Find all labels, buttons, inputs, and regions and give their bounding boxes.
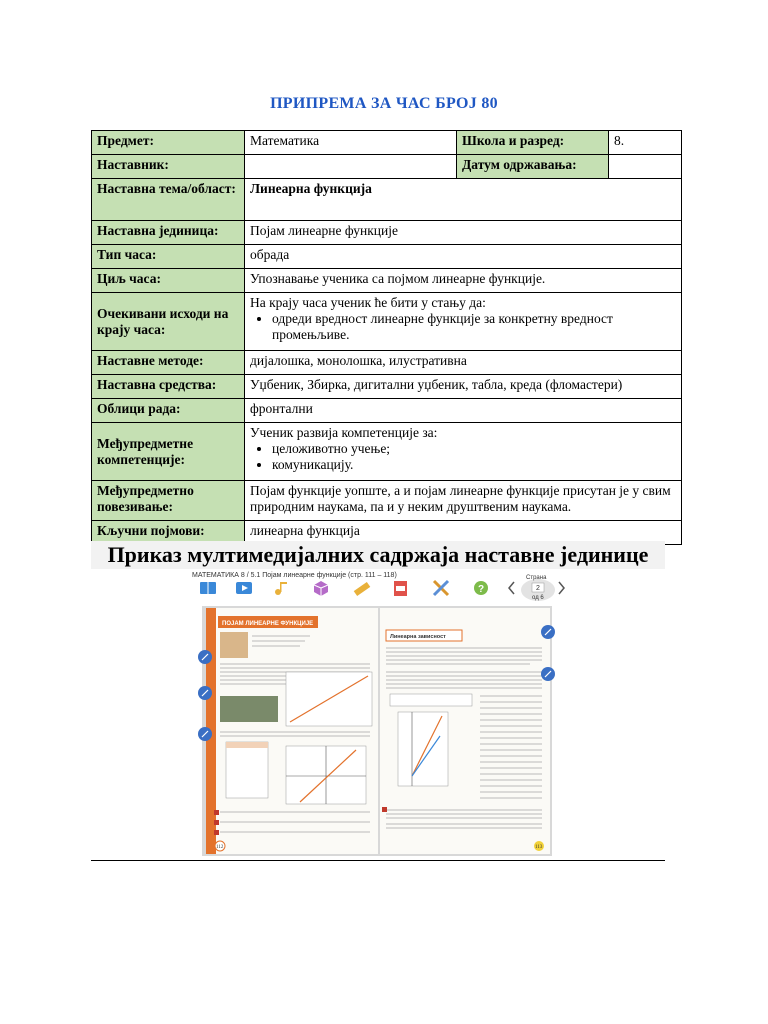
viewer-header: МАТЕМАТИКА 8 / 5.1 Појам линеарне функције (стр. 111 – 118) (192, 572, 397, 579)
music-icon[interactable] (275, 582, 287, 595)
topic-value: Линеарна функција (245, 179, 682, 221)
edit-note-icon[interactable] (198, 727, 212, 741)
value-table (226, 742, 268, 798)
chevron-right-icon[interactable] (559, 582, 564, 594)
methods-value: дијалошка, монолошка, илустративна (245, 351, 682, 375)
teacher-value (245, 155, 457, 179)
unit-value: Појам линеарне функције (245, 221, 682, 245)
book-icon[interactable] (200, 582, 216, 594)
resources-value: Уџбеник, Збирка, дигитални уџбеник, табла, креда (фломастери) (245, 375, 682, 399)
resources-label: Наставна средства: (92, 375, 245, 399)
topic-label: Наставна тема/област: (92, 179, 245, 221)
digital-textbook-viewer (190, 566, 570, 858)
chevron-left-icon[interactable] (509, 582, 514, 594)
lesson-type-label: Тип часа: (92, 245, 245, 269)
outcomes-label: Очекивани исходи на крају часа: (92, 293, 245, 351)
date-label: Датум одржавања: (457, 155, 609, 179)
multimedia-title: Приказ мултимедијалних садржаја наставне јединице (91, 541, 665, 569)
competences-value (245, 423, 682, 481)
edit-note-icon[interactable] (541, 667, 555, 681)
competences-list (250, 441, 676, 473)
keywords-label: Кључни појмови: (92, 521, 245, 545)
right-page-number: 113 (535, 845, 543, 850)
edit-note-icon[interactable] (198, 650, 212, 664)
page-title: ПРИПРЕМА ЗА ЧАС БРОЈ 80 (270, 95, 498, 112)
methods-label: Наставне методе: (92, 351, 245, 375)
school-value: 8. (609, 131, 682, 155)
outcomes-value (245, 293, 682, 351)
school-label: Школа и разред: (457, 131, 609, 155)
outcomes-intro: На крају часа ученик ће бити у стању да: (250, 295, 486, 310)
bottom-divider (91, 860, 665, 861)
ruler-icon[interactable] (354, 582, 371, 596)
pdf-icon[interactable] (394, 581, 407, 596)
right-page-heading: Линеарна зависност (390, 634, 446, 640)
textbook-spread (198, 606, 555, 856)
cube-icon[interactable] (314, 581, 328, 596)
competences-item: • целоживотно учење; (272, 441, 676, 457)
help-icon[interactable] (474, 581, 488, 595)
keywords-value: линеарна функција (245, 521, 682, 545)
blocks-illustration (220, 696, 278, 722)
correlation-value: Појам функције уопште, а и појам линеарне функције присутан је у свим природним наукама, па и у неким друштвеним наукама. (245, 481, 682, 521)
page-total: од 6 (532, 595, 544, 601)
forms-value: фронтални (245, 399, 682, 423)
subject-label: Предмет: (92, 131, 245, 155)
left-page-number: 112 (216, 845, 224, 850)
illustration-image (220, 632, 248, 658)
subject-value: Математика (245, 131, 457, 155)
teacher-label: Наставник: (92, 155, 245, 179)
goal-label: Циљ часа: (92, 269, 245, 293)
goal-value: Упознавање ученика са појмом линеарне функције. (245, 269, 682, 293)
lesson-type-value: обрада (245, 245, 682, 269)
video-icon[interactable] (236, 582, 252, 594)
page-value: 2 (536, 585, 540, 592)
right-value-table (390, 694, 472, 706)
competences-intro: Ученик развија компетенције за: (250, 425, 438, 440)
tools-icon[interactable] (434, 581, 448, 595)
competences-item: • комуникацију. (272, 457, 676, 473)
competences-label: Међупредметне компетенције: (92, 423, 245, 481)
outcomes-list (250, 311, 676, 343)
page-label: Страна (526, 575, 547, 581)
correlation-label: Међупредметно повезивање: (92, 481, 245, 521)
edit-note-icon[interactable] (198, 686, 212, 700)
outcomes-item: • одреди вредност линеарне функције за конкретну вредност промењљиве. (272, 311, 676, 343)
right-graph (398, 712, 448, 786)
left-page-heading: ПОЈАМ ЛИНЕАРНЕ ФУНКЦИЈЕ (222, 621, 314, 627)
date-value (609, 155, 682, 179)
forms-label: Облици рада: (92, 399, 245, 423)
svg-text:?: ? (478, 584, 485, 595)
unit-label: Наставна јединица: (92, 221, 245, 245)
edit-note-icon[interactable] (541, 625, 555, 639)
lesson-plan-table (91, 130, 682, 545)
page-indicator (521, 575, 555, 601)
